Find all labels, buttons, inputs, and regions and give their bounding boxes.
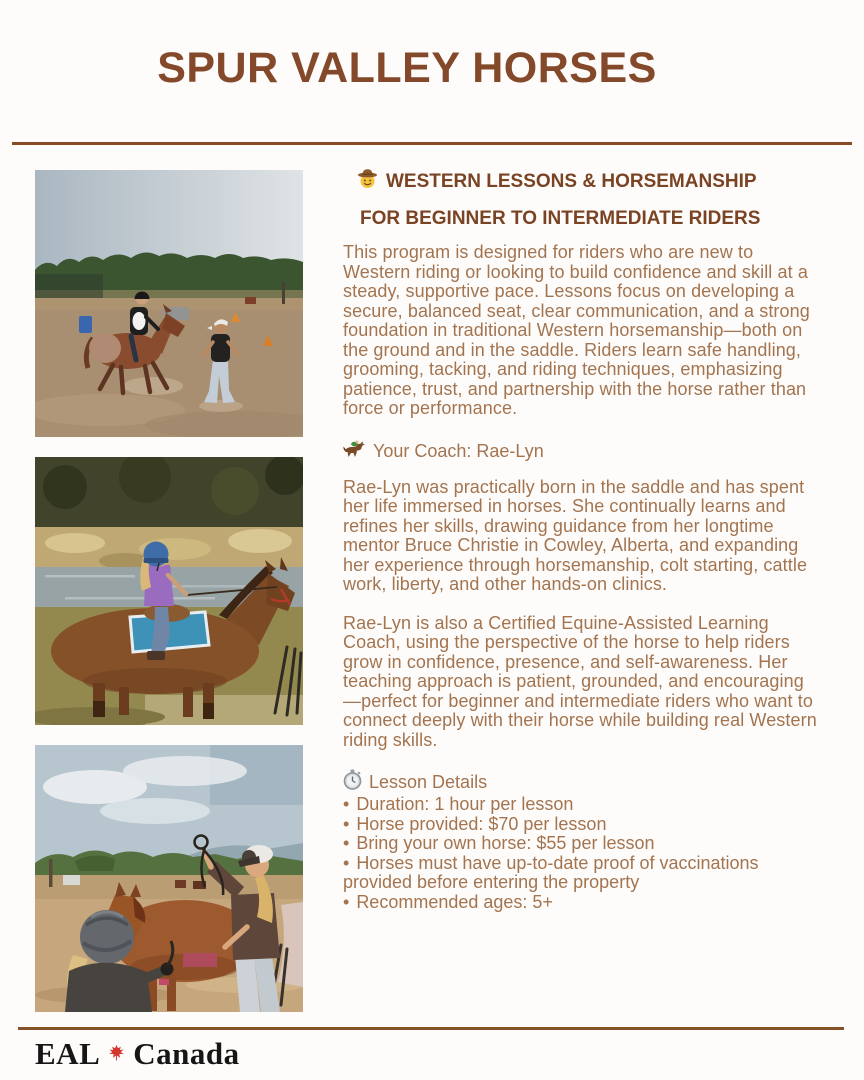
lesson-details-heading: [343, 769, 831, 795]
photo-child-riding: [35, 457, 303, 725]
lesson-item-own-horse: • Bring your own horse: $55 per lesson: [343, 833, 655, 853]
top-divider: [12, 142, 852, 145]
stopwatch-icon: [343, 769, 362, 795]
lesson-item-duration: • Duration: 1 hour per lesson: [343, 794, 574, 814]
lesson-details-heading-text: Lesson Details: [369, 772, 488, 792]
footer-logo: [35, 1036, 240, 1072]
horse-racing-icon: [343, 439, 366, 463]
arena-training-illustration: [35, 170, 303, 437]
bottom-divider: [18, 1027, 844, 1030]
photo-coach-bridling: [35, 745, 303, 1012]
child-riding-illustration: [35, 457, 303, 725]
footer-brand-eal: EAL: [35, 1036, 101, 1071]
page-title: SPUR VALLEY HORSES: [157, 44, 657, 92]
coach-bridling-illustration: [35, 745, 303, 1012]
program-heading-line1: [357, 168, 831, 195]
photo-column: [35, 170, 303, 1032]
coach-paragraph-1: Rae-Lyn was practically born in the saddle and has spent her life immersed in horses. She continually learns and refines her skills, drawing guidance from her longtime mentor Bruce Christie in Cowley, Alberta, and expanding her experience through horsemanship, colt starting, cattle work, liberty, and other hands-on clinics.: [343, 476, 808, 594]
lesson-item-vaccinations: • Horses must have up-to-date proof of vaccinations provided before entering the property: [343, 852, 759, 892]
maple-leaf-icon: [109, 1045, 124, 1066]
program-heading-text2: FOR BEGINNER TO INTERMEDIATE RIDERS: [360, 208, 761, 229]
lesson-item-ages: • Recommended ages: 5+: [343, 891, 553, 912]
program-heading-line2: [360, 208, 831, 230]
program-intro-paragraph: This program is designed for riders who are new to Western riding or looking to build confidence and skill at a steady, supportive pace. Lessons focus on developing a secure, balanced seat, clear communication, and a strong foundation in traditional Western horsemanship—both on the ground and in the saddle. Riders learn safe handling, grooming, tacking, and riding techniques, emphasizing patience, trust, and partnership with the horse rather than force or performance.: [343, 242, 810, 418]
photo-arena-training: [35, 170, 303, 437]
coach-heading-text: Your Coach: Rae-Lyn: [373, 440, 544, 461]
coach-heading: [343, 439, 831, 463]
coach-paragraph-2: Rae-Lyn is also a Certified Equine-Assisted Learning Coach, using the perspective of the horse to help riders grow in confidence, presence, and self-awareness. Her teaching approach is patient, grounded, and encouraging—perfect for beginner and intermediate riders who want to connect deeply with their horse while building real Western riding skills.: [343, 612, 817, 750]
text-column: [343, 168, 831, 912]
lesson-item-horse-provided: • Horse provided: $70 per lesson: [343, 813, 607, 834]
footer-brand-canada: Canada: [133, 1036, 240, 1071]
program-heading-text1: WESTERN LESSONS & HORSEMANSHIP: [386, 170, 757, 192]
cowboy-hat-face-icon: [357, 168, 378, 195]
